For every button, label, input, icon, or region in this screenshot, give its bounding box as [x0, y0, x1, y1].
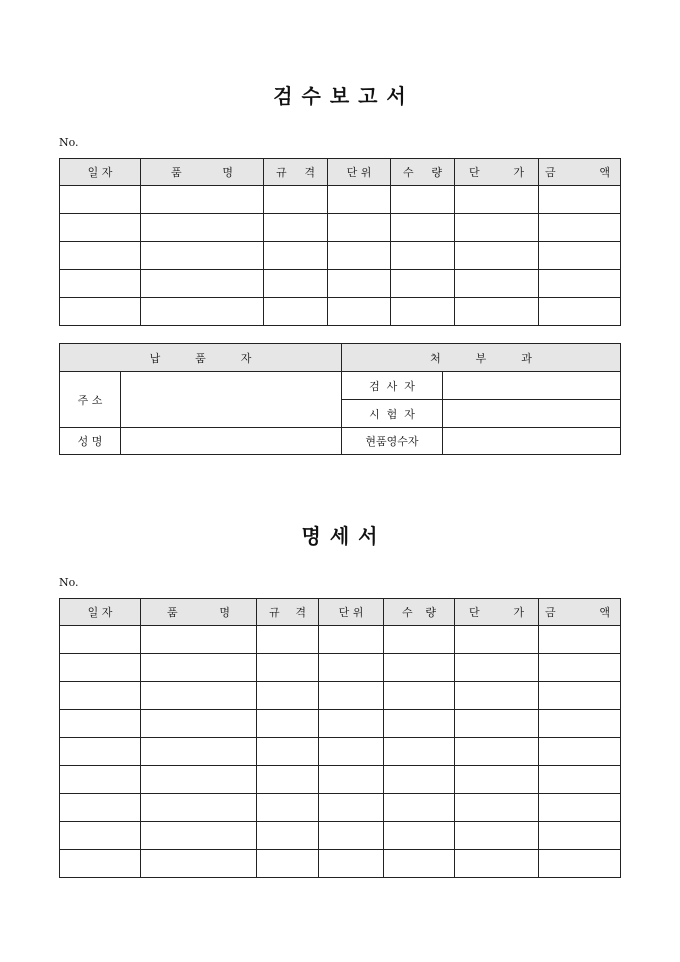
table-cell[interactable]	[391, 242, 455, 270]
table-cell[interactable]	[257, 822, 319, 850]
col-amount: 금 액	[539, 159, 621, 186]
table-cell[interactable]	[539, 626, 621, 654]
inspection-report-title: 검 수 보 고 서	[273, 84, 407, 108]
table-cell[interactable]	[539, 654, 621, 682]
table-cell[interactable]	[264, 214, 328, 242]
table-cell[interactable]	[455, 710, 539, 738]
receiver-field[interactable]	[443, 428, 621, 455]
table-cell[interactable]	[257, 654, 319, 682]
table-cell[interactable]	[328, 270, 391, 298]
table-row	[60, 850, 621, 878]
table-cell[interactable]	[141, 654, 257, 682]
receiver-label: 현품영수자	[342, 428, 443, 455]
table-cell[interactable]	[539, 794, 621, 822]
table-cell[interactable]	[60, 270, 141, 298]
table-cell[interactable]	[319, 654, 384, 682]
inspection-items-table	[59, 158, 621, 326]
table-cell[interactable]	[539, 682, 621, 710]
table-cell[interactable]	[328, 298, 391, 326]
col-date: 일 자	[60, 599, 141, 626]
table-row	[60, 626, 621, 654]
table-cell[interactable]	[319, 794, 384, 822]
table-cell[interactable]	[384, 822, 455, 850]
table-row	[60, 682, 621, 710]
table-cell[interactable]	[539, 214, 621, 242]
table-row	[60, 654, 621, 682]
supplier-table	[59, 343, 621, 455]
table-row	[60, 710, 621, 738]
table-cell[interactable]	[141, 850, 257, 878]
table-cell[interactable]	[539, 186, 621, 214]
table-cell[interactable]	[455, 214, 539, 242]
table-cell[interactable]	[319, 682, 384, 710]
col-spec: 규 격	[264, 159, 328, 186]
table-cell[interactable]	[319, 626, 384, 654]
table-cell[interactable]	[60, 850, 141, 878]
table-row	[60, 186, 621, 214]
table-cell[interactable]	[60, 738, 141, 766]
table-cell[interactable]	[319, 766, 384, 794]
table-cell[interactable]	[384, 654, 455, 682]
table-cell[interactable]	[60, 710, 141, 738]
table-cell[interactable]	[141, 270, 264, 298]
table-cell[interactable]	[60, 242, 141, 270]
statement-title: 명 세 서	[301, 524, 379, 548]
table-row	[60, 270, 621, 298]
table-cell[interactable]	[141, 626, 257, 654]
table-cell[interactable]	[539, 710, 621, 738]
table-cell[interactable]	[60, 794, 141, 822]
table-cell[interactable]	[141, 682, 257, 710]
table-cell[interactable]	[455, 822, 539, 850]
table-cell[interactable]	[539, 738, 621, 766]
table-cell[interactable]	[455, 626, 539, 654]
table-cell[interactable]	[319, 738, 384, 766]
table-cell[interactable]	[141, 794, 257, 822]
table-cell[interactable]	[141, 186, 264, 214]
table-cell[interactable]	[257, 794, 319, 822]
table-cell[interactable]	[60, 626, 141, 654]
table-row	[60, 214, 621, 242]
department-header: 처 부 과	[342, 344, 621, 372]
table-cell[interactable]	[455, 766, 539, 794]
table-cell[interactable]	[257, 766, 319, 794]
address-label: 주 소	[60, 372, 121, 428]
table-row	[60, 822, 621, 850]
table-cell[interactable]	[257, 682, 319, 710]
table-cell[interactable]	[257, 626, 319, 654]
col-amount: 금 액	[539, 599, 621, 626]
table-cell[interactable]	[319, 710, 384, 738]
table-cell[interactable]	[264, 298, 328, 326]
table-cell[interactable]	[391, 214, 455, 242]
col-item-name: 품 명	[141, 159, 264, 186]
table-cell[interactable]	[141, 242, 264, 270]
col-quantity: 수 량	[384, 599, 455, 626]
table-cell[interactable]	[257, 738, 319, 766]
table-cell[interactable]	[391, 270, 455, 298]
table-row	[60, 242, 621, 270]
table-cell[interactable]	[264, 270, 328, 298]
table-cell[interactable]	[141, 766, 257, 794]
table-cell[interactable]	[455, 270, 539, 298]
name-label: 성 명	[60, 428, 121, 455]
inspection-header-row	[60, 159, 621, 186]
table-cell[interactable]	[539, 270, 621, 298]
table-cell[interactable]	[455, 794, 539, 822]
col-unit-price: 단 가	[455, 599, 539, 626]
address-field[interactable]	[121, 372, 342, 428]
tester-field[interactable]	[443, 400, 621, 428]
table-cell[interactable]	[384, 682, 455, 710]
table-cell[interactable]	[264, 242, 328, 270]
table-cell[interactable]	[384, 766, 455, 794]
table-cell[interactable]	[455, 242, 539, 270]
table-cell[interactable]	[141, 214, 264, 242]
table-cell[interactable]	[384, 626, 455, 654]
table-cell[interactable]	[60, 654, 141, 682]
table-cell[interactable]	[328, 242, 391, 270]
table-cell[interactable]	[257, 850, 319, 878]
supplier-header: 납 품 자	[60, 344, 342, 372]
table-cell[interactable]	[455, 682, 539, 710]
table-row	[60, 794, 621, 822]
col-unit: 단 위	[319, 599, 384, 626]
table-cell[interactable]	[384, 850, 455, 878]
table-cell[interactable]	[141, 738, 257, 766]
table-cell[interactable]	[384, 710, 455, 738]
table-cell[interactable]	[319, 850, 384, 878]
table-row	[60, 298, 621, 326]
table-cell[interactable]	[328, 186, 391, 214]
table-cell[interactable]	[264, 186, 328, 214]
table-cell[interactable]	[539, 242, 621, 270]
inspection-no-label: No.	[59, 136, 79, 149]
table-cell[interactable]	[141, 710, 257, 738]
table-cell[interactable]	[60, 186, 141, 214]
table-cell[interactable]	[539, 766, 621, 794]
table-cell[interactable]	[141, 298, 264, 326]
table-cell[interactable]	[539, 850, 621, 878]
table-row	[60, 738, 621, 766]
table-cell[interactable]	[539, 822, 621, 850]
table-cell[interactable]	[455, 850, 539, 878]
table-cell[interactable]	[384, 738, 455, 766]
table-cell[interactable]	[141, 822, 257, 850]
table-cell[interactable]	[455, 186, 539, 214]
name-field[interactable]	[121, 428, 342, 455]
table-cell[interactable]	[455, 738, 539, 766]
col-unit-price: 단 가	[455, 159, 539, 186]
table-cell[interactable]	[384, 794, 455, 822]
table-cell[interactable]	[455, 298, 539, 326]
table-cell[interactable]	[539, 298, 621, 326]
col-quantity: 수 량	[391, 159, 455, 186]
table-row	[60, 766, 621, 794]
table-cell[interactable]	[60, 822, 141, 850]
table-cell[interactable]	[455, 654, 539, 682]
statement-header-row	[60, 599, 621, 626]
table-cell[interactable]	[60, 298, 141, 326]
col-date: 일 자	[60, 159, 141, 186]
table-cell[interactable]	[319, 822, 384, 850]
table-cell[interactable]	[60, 682, 141, 710]
table-cell[interactable]	[391, 298, 455, 326]
table-cell[interactable]	[60, 214, 141, 242]
table-cell[interactable]	[60, 766, 141, 794]
table-cell[interactable]	[257, 710, 319, 738]
inspector-label: 검 사 자	[342, 372, 443, 400]
inspector-field[interactable]	[443, 372, 621, 400]
table-cell[interactable]	[391, 186, 455, 214]
tester-label: 시 험 자	[342, 400, 443, 428]
col-item-name: 품 명	[141, 599, 257, 626]
col-unit: 단 위	[328, 159, 391, 186]
table-cell[interactable]	[328, 214, 391, 242]
statement-no-label: No.	[59, 576, 79, 589]
col-spec: 규 격	[257, 599, 319, 626]
statement-items-table	[59, 598, 621, 878]
